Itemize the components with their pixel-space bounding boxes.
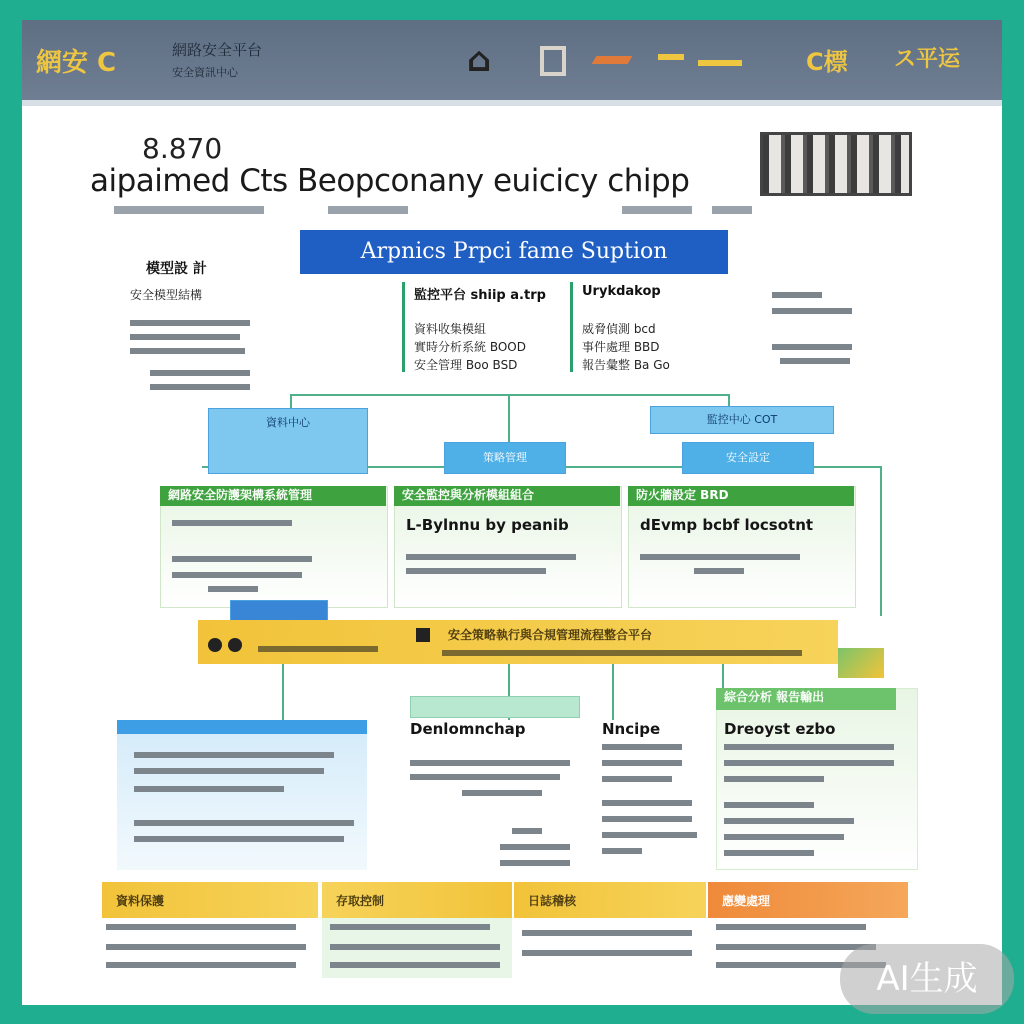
- notes-subheading: 安全模型結構: [130, 288, 203, 302]
- header-text-1: 網路安全平台: [172, 41, 263, 59]
- ai-generated-watermark: AI生成: [840, 944, 1014, 1014]
- text-line: [724, 850, 814, 856]
- text-line: [522, 930, 692, 936]
- text-line: [522, 950, 692, 956]
- dash-icon: [658, 54, 684, 60]
- list-title: 監控平台 shiip a.trp: [414, 288, 546, 303]
- text-line: [150, 384, 250, 390]
- text-line: [258, 646, 378, 652]
- bottom-tab-label: 日誌稽核: [528, 894, 577, 908]
- text-line: [724, 744, 894, 750]
- text-line: [716, 924, 866, 930]
- square-icon: [416, 628, 430, 642]
- text-line: [106, 962, 296, 968]
- list-title: Urykdakop: [582, 284, 661, 299]
- arrow-icon: [592, 56, 633, 64]
- lower-right-banner: 綜合分析 報告輸出: [716, 688, 896, 710]
- text-line: [134, 820, 354, 826]
- text-line: [772, 292, 822, 298]
- dot-icon: [208, 638, 222, 652]
- header-right-1: C標: [806, 48, 848, 76]
- text-line: [134, 768, 324, 774]
- panel-right-title: 防火牆設定 BRD: [628, 486, 854, 506]
- lower-right-heading: Dreoyst ezbo: [724, 720, 836, 738]
- text-line: [500, 860, 570, 866]
- text-line: [134, 836, 344, 842]
- text-line: [172, 520, 292, 526]
- node-box-settings: 安全設定: [682, 442, 814, 474]
- list-item: 威脅偵測 bcd: [582, 322, 656, 336]
- text-line: [602, 776, 672, 782]
- list-rule: [402, 282, 405, 372]
- lower-center-heading: Denlomnchap: [410, 720, 526, 738]
- panel-left-title: 網路安全防護架構系統管理: [160, 486, 386, 506]
- text-line: [406, 568, 546, 574]
- text-line: [406, 554, 576, 560]
- bottom-tab-3: [514, 882, 706, 918]
- band-text: 安全策略執行與合規管理流程整合平台: [448, 628, 653, 642]
- text-line: [602, 816, 692, 822]
- connector-line: [612, 660, 614, 720]
- panel-center-title: 安全監控與分析模組組合: [394, 486, 620, 506]
- text-line: [780, 358, 850, 364]
- connector-line: [880, 466, 882, 616]
- text-line: [772, 344, 852, 350]
- list-item: 事件處理 BBD: [582, 340, 660, 354]
- panel-center-heading: L-Bylnnu by peanib: [406, 516, 569, 534]
- list-item: 實時分析系統 BOOD: [414, 340, 526, 354]
- bottom-tab-4: [708, 882, 908, 918]
- text-line: [330, 962, 500, 968]
- home-icon: ⌂: [467, 40, 492, 80]
- text-line: [150, 370, 250, 376]
- text-line: [130, 348, 245, 354]
- node-box-data-center: 資料中心: [208, 408, 368, 474]
- subtitle-line: [114, 206, 264, 214]
- text-line: [172, 572, 302, 578]
- subtitle-line: [712, 206, 752, 214]
- node-box-monitor: 監控中心 COT: [650, 406, 834, 434]
- text-line: [130, 334, 240, 340]
- text-line: [724, 802, 814, 808]
- text-line: [716, 944, 876, 950]
- bottom-tab-label: 存取控制: [336, 894, 385, 908]
- header-bar: [22, 20, 1002, 106]
- connector-line: [508, 394, 510, 444]
- text-line: [724, 776, 824, 782]
- bottom-tab-1: [102, 882, 318, 918]
- header-right-2: ス平运: [894, 47, 961, 72]
- lower-center-tag: [410, 696, 580, 718]
- infographic-card: [22, 20, 1002, 1005]
- bottom-tab-label: 資料保護: [116, 894, 165, 908]
- notes-heading: 模型設 計: [146, 261, 207, 277]
- text-line: [130, 320, 250, 326]
- title-number: 8.870: [142, 132, 223, 165]
- list-item: 報告彙整 Ba Go: [582, 358, 670, 372]
- text-line: [462, 790, 542, 796]
- text-line: [602, 832, 697, 838]
- node-box-policy: 策略管理: [444, 442, 566, 474]
- text-line: [724, 818, 854, 824]
- text-line: [410, 760, 570, 766]
- text-line: [442, 650, 802, 656]
- text-line: [724, 834, 844, 840]
- panel-right-heading: dEvmp bcbf locsotnt: [640, 516, 814, 534]
- panel-lower-left: [117, 720, 367, 870]
- subtitle-line: [328, 206, 408, 214]
- list-item: 安全管理 Boo BSD: [414, 358, 518, 372]
- document-icon: [540, 46, 566, 76]
- connector-line: [290, 394, 730, 396]
- lower-mid-heading: Nncipe: [602, 720, 661, 738]
- text-line: [602, 760, 682, 766]
- text-line: [330, 924, 490, 930]
- list-rule: [570, 282, 573, 372]
- subtitle-line: [622, 206, 692, 214]
- text-line: [172, 556, 312, 562]
- section-banner: Arpnics Prpci fame Suption: [300, 230, 728, 274]
- text-line: [134, 752, 334, 758]
- header-text-2: 安全資訊中心: [172, 66, 238, 79]
- bottom-tab-2: [322, 882, 512, 918]
- text-line: [640, 554, 800, 560]
- text-line: [330, 944, 500, 950]
- text-line: [602, 800, 692, 806]
- dot-icon: [228, 638, 242, 652]
- text-line: [694, 568, 744, 574]
- text-line: [410, 774, 560, 780]
- text-line: [602, 744, 682, 750]
- bottom-panel-3: [514, 918, 706, 978]
- bottom-tab-label: 應變處理: [722, 894, 771, 908]
- text-line: [134, 786, 284, 792]
- text-line: [500, 844, 570, 850]
- header-image: [760, 132, 912, 196]
- text-line: [602, 848, 642, 854]
- text-line: [208, 586, 258, 592]
- text-line: [512, 828, 542, 834]
- text-line: [724, 760, 894, 766]
- list-item: 資料收集模組: [414, 322, 487, 336]
- dash-icon-2: [698, 60, 742, 66]
- text-line: [106, 924, 296, 930]
- text-line: [106, 944, 306, 950]
- header-logo: 網安 C: [36, 48, 117, 78]
- text-line: [772, 308, 852, 314]
- leaf-icon: [838, 648, 884, 678]
- page-title: aipaimed Cts Beopconany euicicy chipp: [90, 163, 690, 199]
